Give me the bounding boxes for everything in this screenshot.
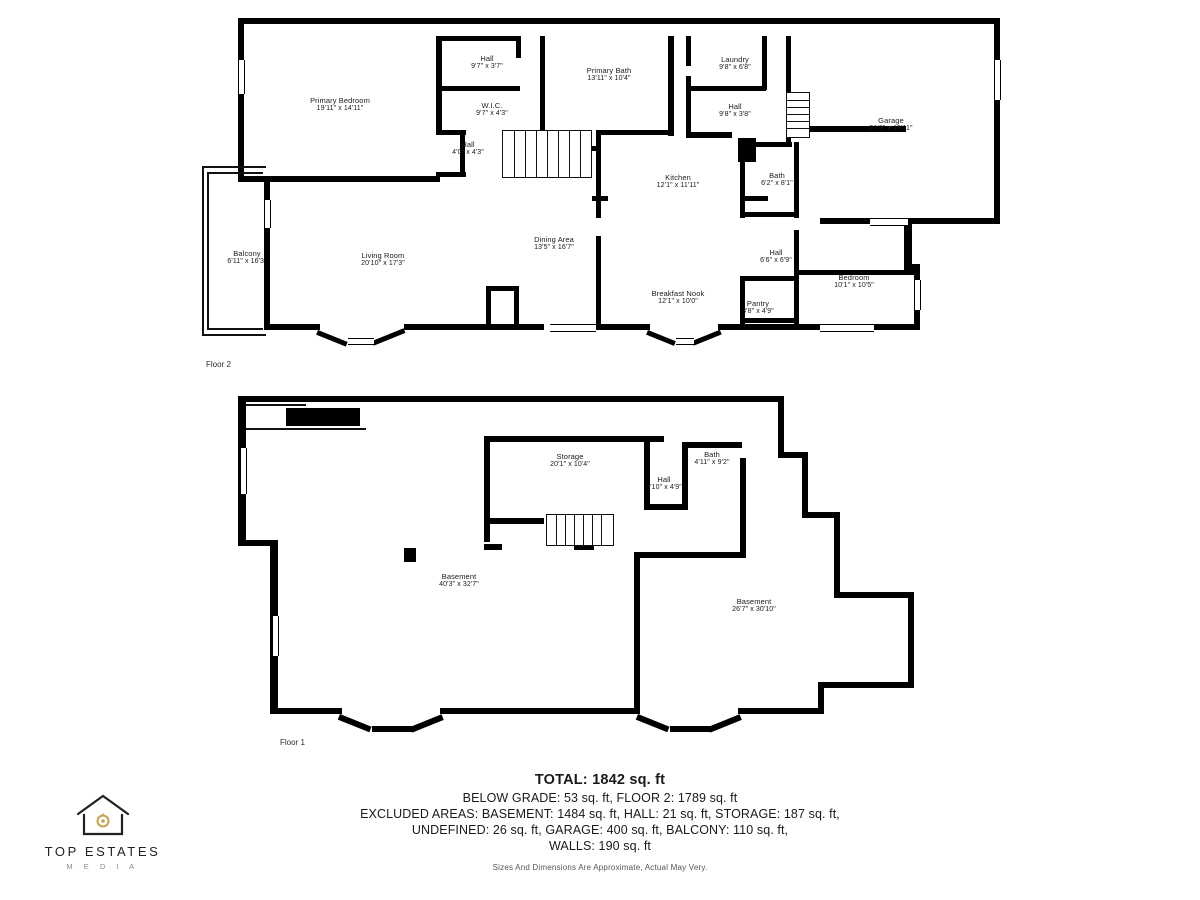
stairs xyxy=(546,514,614,546)
window xyxy=(994,60,1001,100)
wall-segment xyxy=(596,130,674,135)
disclaimer-text: Sizes And Dimensions Are Approximate, Actual May Very. xyxy=(492,863,708,872)
wall-segment xyxy=(596,196,601,218)
wall-segment xyxy=(404,324,544,330)
wall-segment xyxy=(436,172,466,177)
wall-segment xyxy=(440,708,640,714)
excluded-line-1: EXCLUDED AREAS: BASEMENT: 1484 sq. ft, HALL: 21 sq. ft, STORAGE: 187 sq. ft, xyxy=(360,807,840,821)
wall-segment xyxy=(994,18,1000,224)
wall-segment xyxy=(286,408,360,426)
brand-subtitle: M E D I A xyxy=(66,862,139,871)
balcony-edge xyxy=(207,172,263,174)
wall-segment xyxy=(484,436,490,542)
window xyxy=(238,60,245,94)
wall-segment xyxy=(908,218,1000,224)
room-label: Pantry 3'8" x 4'9" xyxy=(742,298,774,316)
balcony-edge xyxy=(202,166,266,168)
wall-segment xyxy=(240,176,440,182)
excluded-line-2: UNDEFINED: 26 sq. ft, GARAGE: 400 sq. ft, BALCONY: 110 sq. ft, xyxy=(411,823,789,837)
wall-segment xyxy=(740,276,798,281)
room-label: Laundry 9'8" x 6'8" xyxy=(719,54,751,72)
wall-segment xyxy=(238,540,278,546)
wall-segment xyxy=(238,18,1000,24)
wall-segment xyxy=(820,682,914,688)
stairs xyxy=(502,130,592,178)
wall-segment xyxy=(278,708,342,714)
wall-segment xyxy=(238,396,784,402)
walls-line: WALLS: 190 sq. ft xyxy=(549,839,651,853)
wall-segment xyxy=(794,142,799,218)
wall-segment xyxy=(596,324,650,330)
room-label: Dining Area 13'5" x 16'7" xyxy=(534,234,574,252)
total-label: TOTAL: xyxy=(534,772,588,788)
wall-segment xyxy=(540,36,545,92)
wall-segment xyxy=(238,506,246,542)
wall-segment xyxy=(634,552,746,558)
wall-segment xyxy=(436,36,442,134)
wall-segment xyxy=(740,212,798,217)
room-label: Storage 20'1" x 10'4" xyxy=(550,451,590,469)
wall-segment xyxy=(778,396,784,456)
window xyxy=(264,200,271,228)
stairs xyxy=(786,92,810,138)
total-line xyxy=(0,772,1200,788)
brand-logo xyxy=(20,792,185,871)
wall-segment xyxy=(596,236,601,328)
wall-segment xyxy=(740,458,746,556)
room-label: Basement 40'3" x 32'7" xyxy=(439,571,479,589)
wall-segment xyxy=(686,132,732,138)
wall-segment xyxy=(436,36,520,41)
room-label: Living Room 20'10" x 17'3" xyxy=(361,250,405,268)
wall-segment xyxy=(372,726,414,732)
wall-segment xyxy=(740,318,798,323)
room-label: Bedroom 10'1" x 10'5" xyxy=(834,272,874,290)
wall-segment xyxy=(686,36,691,66)
wall-segment xyxy=(646,330,676,346)
balcony-edge xyxy=(207,328,263,330)
balcony-edge xyxy=(202,334,266,336)
wall-segment xyxy=(682,442,688,510)
wall-segment xyxy=(908,592,914,688)
room-label: W.I.C. 9'7" x 4'3" xyxy=(476,100,508,118)
room-label: Bath 6'2" x 8'1" xyxy=(761,170,793,188)
room-label: Bath 4'11" x 9'2" xyxy=(694,449,730,467)
floor-tag-1: Floor 1 xyxy=(280,738,305,747)
window xyxy=(870,218,908,226)
wall-segment xyxy=(682,442,742,448)
room-label: Primary Bath 13'11" x 10'4" xyxy=(586,65,632,83)
window xyxy=(272,616,279,656)
column xyxy=(404,548,416,562)
balcony-edge xyxy=(207,172,209,330)
wall-segment xyxy=(372,328,405,345)
wall-segment xyxy=(596,130,601,200)
wall-segment xyxy=(708,714,742,732)
room-label: Hall 6'6" x 6'9" xyxy=(760,247,792,265)
wall-segment xyxy=(410,714,444,732)
wall-segment xyxy=(270,668,278,714)
wall-segment xyxy=(484,436,664,442)
wall-segment xyxy=(436,86,520,91)
room-label: Breakfast Nook 12'1" x 10'0" xyxy=(651,288,705,306)
wall-segment xyxy=(668,36,674,136)
below-grade-line: BELOW GRADE: 53 sq. ft, FLOOR 2: 1789 sq. ft xyxy=(462,791,738,805)
wall-segment xyxy=(740,142,745,218)
window xyxy=(240,448,247,494)
room-label: Hall 9'7" x 3'7" xyxy=(471,53,503,71)
window xyxy=(550,324,596,332)
room-label: Kitchen 12'1" x 11'11" xyxy=(656,172,700,190)
window xyxy=(820,324,874,332)
wall-segment xyxy=(874,324,920,330)
wall-segment xyxy=(316,330,348,347)
window xyxy=(676,338,694,345)
room-label: Garage 21'3" x 19'11" xyxy=(869,115,913,133)
room-label: Primary Bedroom 19'11" x 14'11" xyxy=(310,95,370,113)
balcony-edge xyxy=(202,166,204,336)
wall-segment xyxy=(516,36,521,58)
wall-segment xyxy=(834,592,914,598)
wall-segment xyxy=(718,324,820,330)
wall-segment xyxy=(820,218,870,224)
edge-line xyxy=(246,404,306,406)
room-label: Hall 4'0" x 4'3" xyxy=(452,139,484,157)
wall-segment xyxy=(818,682,824,714)
room-label: Basement 26'7" x 30'10" xyxy=(732,596,776,614)
floor-tag-2: Floor 2 xyxy=(206,360,231,369)
wall-segment xyxy=(514,286,519,326)
edge-line xyxy=(246,428,366,430)
brand-name: TOP ESTATES xyxy=(44,844,161,859)
wall-segment xyxy=(740,196,768,201)
room-label: Hall 3'10" x 4'9" xyxy=(646,474,682,492)
wall-segment xyxy=(486,286,491,326)
wall-segment xyxy=(762,36,767,90)
wall-segment xyxy=(636,714,670,732)
total-value: 1842 sq. ft xyxy=(592,772,666,788)
wall-segment xyxy=(740,142,792,147)
window xyxy=(348,338,374,345)
wall-segment xyxy=(264,324,320,330)
wall-segment xyxy=(634,552,640,710)
wall-segment xyxy=(802,452,808,518)
wall-segment xyxy=(834,512,840,598)
wall-segment xyxy=(484,544,502,550)
wall-segment xyxy=(670,726,712,732)
wall-segment xyxy=(692,330,722,346)
wall-segment xyxy=(238,18,244,182)
wall-segment xyxy=(484,518,544,524)
room-label: Hall 9'8" x 3'8" xyxy=(719,101,751,119)
room-label: Balcony 6'11" x 16'3" xyxy=(227,248,267,266)
house-logo-icon xyxy=(72,792,134,838)
window xyxy=(914,280,921,310)
wall-segment xyxy=(338,714,372,732)
wall-segment xyxy=(686,86,766,91)
wall-segment xyxy=(738,708,824,714)
